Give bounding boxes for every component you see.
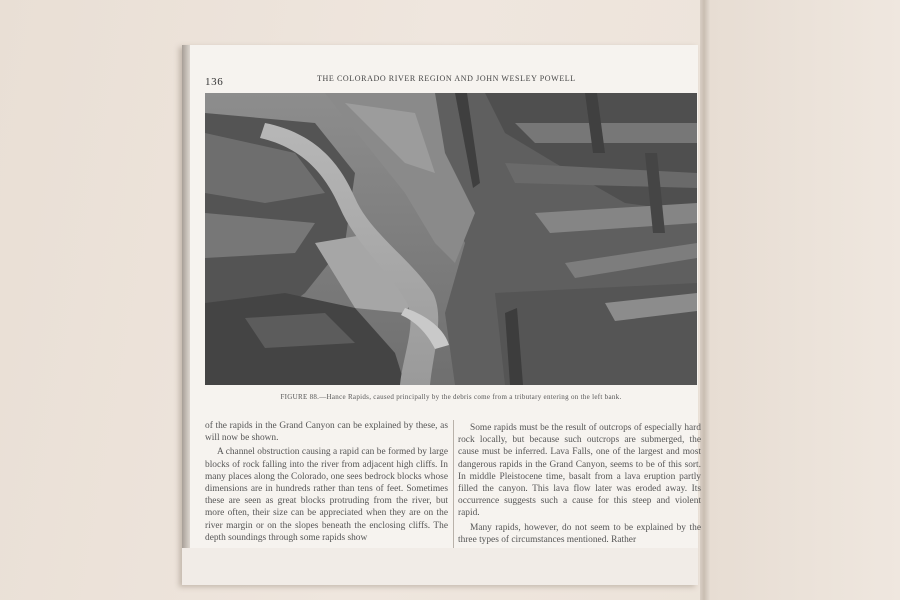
column-divider [453,420,454,548]
running-head [205,74,690,92]
left-text-column [205,420,448,548]
canyon-photo-graphic [205,93,697,385]
page-number: 136 [205,76,224,88]
right-text-column [458,420,701,548]
mat-board-right [710,0,900,600]
figure-caption: FIGURE 88.—Hance Rapids, caused principally by the debris come from a tributary entering on the left bank. [280,393,622,401]
page-binding-edge [182,45,190,585]
paragraph: A channel obstruction causing a rapid can be formed by large blocks of rock falling into the river from adjacent high cliffs. In many places along the Colorado, one sees bedrock blocks whose dimensions are in hundreds rather than tens of feet. Sometimes these are seen as great blocks protruding from the river, but more often, their size can be appreciated when they are on the river margin or on the slopes beneath the enclosing cliffs. The depth soundings through some rapids show [205,447,448,543]
paragraph: Many rapids, however, do not seem to be explained by the three types of circumstances mentioned. Rather [458,522,701,545]
running-title: THE COLORADO RIVER REGION AND JOHN WESLEY POWELL [317,74,576,83]
page-bottom-margin [182,548,698,585]
paragraph: Some rapids must be the result of outcrops of especially hard rock locally, but because such outcrops are submerged, the cause must be inferred. Lava Falls, one of the largest and most dangerous rapids in the Grand Canyon, seems to be of this sort. In middle Pleistocene time, basalt from a lava eruption partly filled the canyon. This lava flow later was eroded away. Its occurrence suggests such a cause for this steep and violent rapid. [458,423,701,519]
canyon-photograph [205,93,697,385]
paragraph: of the rapids in the Grand Canyon can be explained by these, as will now be shown. [205,421,448,444]
mat-seam [700,0,710,600]
